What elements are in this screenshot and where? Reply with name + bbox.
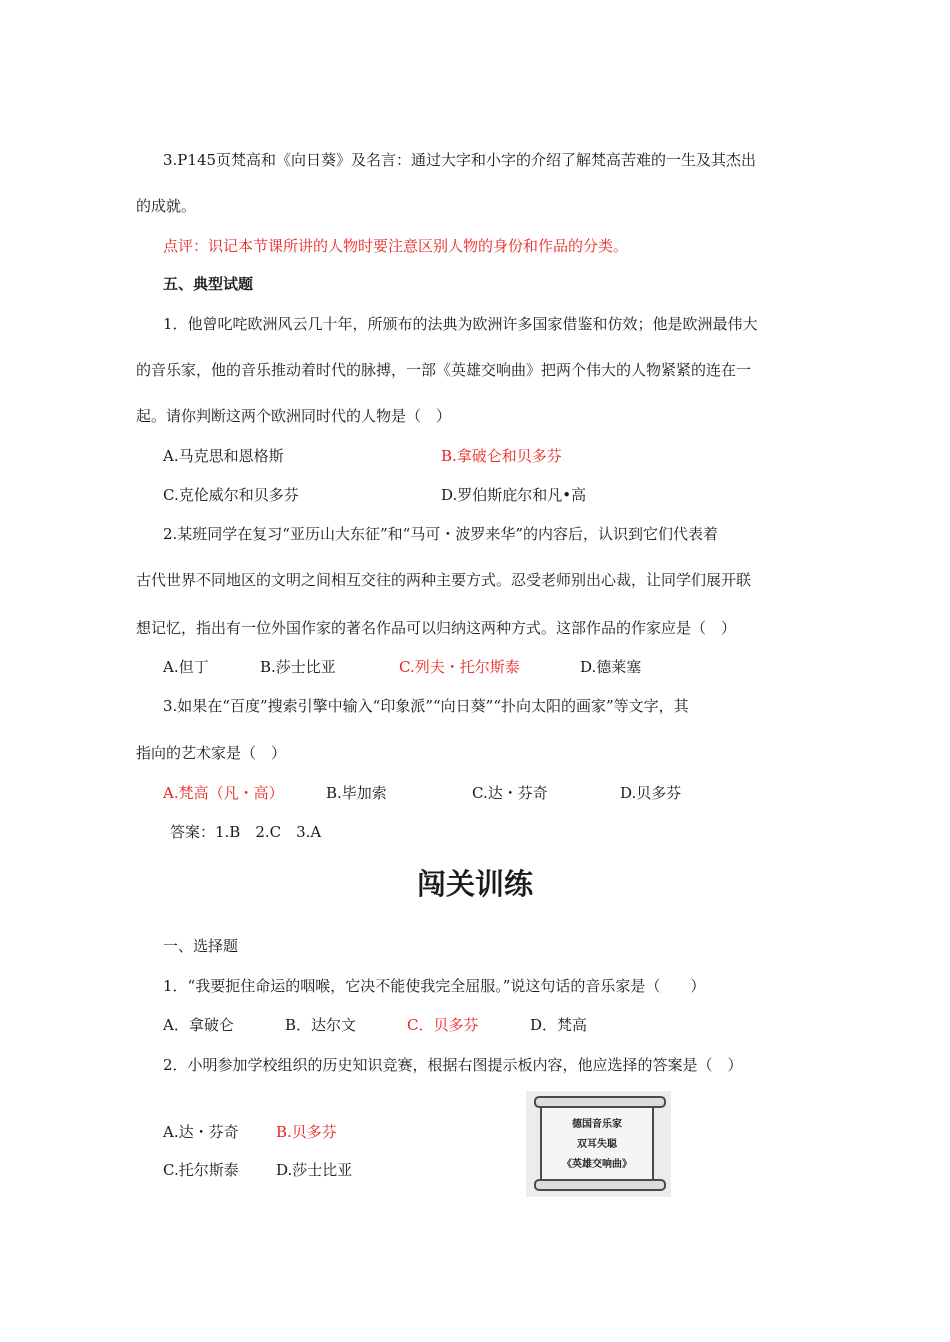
q1-line3: 起。请你判断这两个欧洲同时代的人物是（ ） bbox=[136, 407, 452, 425]
training-q2-stem: 2．小明参加学校组织的历史知识竞赛，根据右图提示板内容，他应选择的答案是（ ） bbox=[163, 1056, 743, 1074]
training-q1-stem: 1．“我要扼住命运的咽喉，它决不能使我完全屈服。”说这句话的音乐家是（ ） bbox=[163, 977, 706, 995]
board-line2: 双耳失聪 bbox=[577, 1139, 617, 1150]
training-q1-option-b: B．达尔文 bbox=[285, 1016, 357, 1034]
board-line3: 《英雄交响曲》 bbox=[562, 1159, 632, 1170]
training-subsection: 一、选择题 bbox=[163, 937, 239, 955]
training-heading: 闯关训练 bbox=[416, 867, 533, 901]
q2-line2: 古代世界不同地区的文明之间相互交往的两种主要方式。忍受老师别出心裁，让同学们展开联 bbox=[136, 571, 752, 589]
q1-option-b: B.拿破仑和贝多芬 bbox=[441, 447, 562, 465]
q2-line3: 想记忆，指出有一位外国作家的著名作品可以归纳这两种方式。这部作品的作家应是（ ） bbox=[136, 619, 737, 637]
training-q2-option-a: A.达・芬奇 bbox=[163, 1123, 239, 1141]
training-q2-option-d: D.莎士比亚 bbox=[276, 1161, 353, 1179]
intro-item3-line2: 的成就。 bbox=[136, 197, 197, 215]
q3-option-b: B.毕加索 bbox=[326, 784, 387, 802]
q2-option-a: A.但丁 bbox=[163, 658, 209, 676]
scroll-top-roll bbox=[534, 1096, 666, 1108]
training-q2-option-c: C.托尔斯泰 bbox=[163, 1161, 239, 1179]
q2-option-b: B.莎士比亚 bbox=[260, 658, 336, 676]
training-q1-option-a: A．拿破仑 bbox=[163, 1016, 234, 1034]
q1-option-d: D.罗伯斯庇尔和凡•高 bbox=[441, 486, 587, 504]
q2-option-c: C.列夫・托尔斯泰 bbox=[399, 658, 520, 676]
board-line1: 德国音乐家 bbox=[572, 1119, 622, 1130]
q1-option-a: A.马克思和恩格斯 bbox=[163, 447, 284, 465]
q3-line1: 3.如果在“百度”搜索引擎中输入“印象派”“向日葵”“扑向太阳的画家”等文字，其 bbox=[163, 697, 689, 715]
q2-option-d: D.德莱塞 bbox=[580, 658, 642, 676]
training-q1-option-d: D．梵高 bbox=[530, 1016, 588, 1034]
q2-line1: 2.某班同学在复习“亚历山大东征”和“马可・波罗来华”的内容后，认识到它们代表着 bbox=[163, 525, 718, 543]
training-q2-option-b: B.贝多芬 bbox=[276, 1123, 337, 1141]
q1-line1: 1．他曾叱咤欧洲风云几十年，所颁布的法典为欧洲许多国家借鉴和仿效；他是欧洲最伟大 bbox=[163, 315, 758, 333]
answers-line: 答案：1.B 2.C 3.A bbox=[170, 823, 322, 841]
training-q1-option-c: C．贝多芬 bbox=[407, 1016, 479, 1034]
q3-option-a: A.梵高（凡・高） bbox=[163, 784, 284, 802]
intro-item3-line1: 3.P145页梵高和《向日葵》及名言：通过大字和小字的介绍了解梵高苦难的一生及其杰出 bbox=[163, 151, 757, 169]
q3-line2: 指向的艺术家是（ ） bbox=[136, 744, 287, 762]
section5-title: 五、典型试题 bbox=[163, 275, 254, 293]
q1-option-c: C.克伦威尔和贝多芬 bbox=[163, 486, 299, 504]
comment-text: 点评：识记本节课所讲的人物时要注意区别人物的身份和作品的分类。 bbox=[163, 237, 629, 255]
hint-board-image bbox=[526, 1091, 671, 1197]
q1-line2: 的音乐家，他的音乐推动着时代的脉搏，一部《英雄交响曲》把两个伟大的人物紧紧的连在一 bbox=[136, 361, 752, 379]
q3-option-c: C.达・芬奇 bbox=[472, 784, 548, 802]
q3-option-d: D.贝多芬 bbox=[620, 784, 682, 802]
scroll-bottom-roll bbox=[534, 1179, 666, 1191]
